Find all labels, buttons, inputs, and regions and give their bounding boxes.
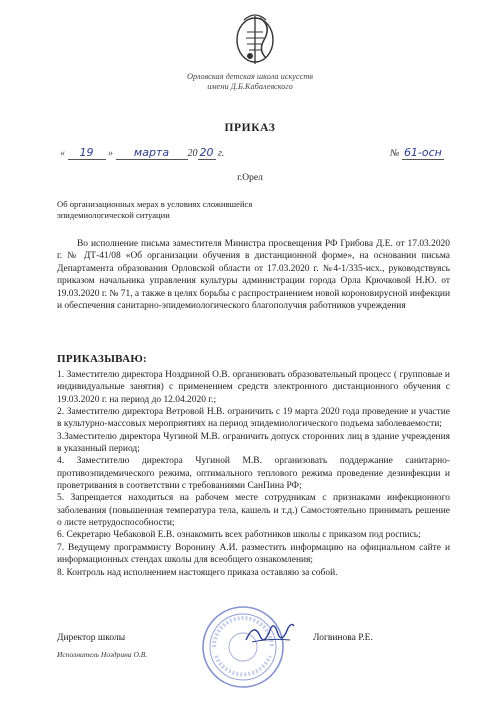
document-title: ПРИКАЗ <box>224 122 276 134</box>
org-name-line2: имени Д.Б.Кабалевского <box>207 82 293 91</box>
date-suffix: г. <box>218 148 225 159</box>
orders-list <box>57 369 450 579</box>
date-month: марта <box>133 146 170 159</box>
signature-icon <box>244 618 296 648</box>
order-number-value: 61-осн <box>403 146 442 159</box>
date-line <box>60 146 224 160</box>
school-logo-icon <box>232 6 278 68</box>
executor: Исполнитель Ноздрина О.В. <box>57 650 148 659</box>
order-subject: Об организационных мерах в условиях сложившейся эпидемиологической ситуации <box>57 199 253 220</box>
order-item: 8. Контроль над исполнением настоящего приказа оставляю за собой. <box>57 567 338 578</box>
order-item: 5. Запрещается находиться на рабочем месте сотрудникам с признаками инфекционного заболевания (повышенная температура тела, кашель и т.д.) Самостоятельно принимать решение о листе нетрудоспособности; <box>57 493 450 529</box>
number-sign: № <box>390 148 400 159</box>
order-number <box>390 146 444 159</box>
date-open-quote: « <box>60 148 65 159</box>
order-item: 2. Заместителю директора Ветровой Н.В. ограничить с 19 марта 2020 года проведение и участие в культурно-массовых мероприятиях на период эпидемиологического подъема заболеваемости; <box>57 407 450 430</box>
date-year-prefix: 20 <box>187 148 198 159</box>
intro-paragraph: Во исполнение письма заместителя Министра просвещения РФ Грибова Д.Е. от 17.03.2020 г. № ДТ-41/08 «Об организации обучения в дистанционной форме», на основании письма Департамента образования Орловской области от 17.03.2020 г. №4-1/335-исх., руководствуясь приказом начальника управления культуры администрации города Орла Крючковой Н.Ю. от 19.03.2020 г. № 71, а также в целях борьбы с распространением новой короновирусной инфекции и обеспечения санитарно-эпидемиологического благополучия работников учреждения <box>57 239 450 312</box>
order-item: 1. Заместителю директора Ноздриной О.В. организовать образовательный процесс ( групповые и индивидуальные занятия) с применением средств электронного дистанционного обучения с 19.03.2020 г. на период до 12.04.2020 г.; <box>57 370 450 405</box>
signer-title: Директор школы <box>57 633 126 643</box>
city: г.Орел <box>237 173 263 183</box>
date-year: 20 <box>199 146 214 159</box>
order-item: 6. Секретарю Чебаковой Е.В. ознакомить всех работников школы с приказом под роспись; <box>57 530 421 541</box>
order-item: 3.Заместителю директора Чугиной М.В. ограничить допуск сторонних лиц в здание учреждения в указанный период; <box>57 431 450 455</box>
org-name-line1: Орловская детская школа искусств <box>187 72 313 81</box>
orders-heading: ПРИКАЗЫВАЮ: <box>57 353 148 365</box>
order-item: 4. Заместителю директора Чугиной М.В. организовать поддержание санитарно-противоэпидемического режима, оптимального теплового режима проведение дезинфекции и проветривания в соответствии с требованиями СанПина РФ; <box>57 456 450 492</box>
date-day: 19 <box>79 146 94 159</box>
order-item: 7. Ведущему программисту Воронину А.И. разместить информацию на официальном сайте и информационных стендах школы для всеобщего ознакомления; <box>57 542 450 566</box>
date-close-quote: » <box>108 148 113 159</box>
signer-name: Логвинова Р.Е. <box>313 633 373 643</box>
